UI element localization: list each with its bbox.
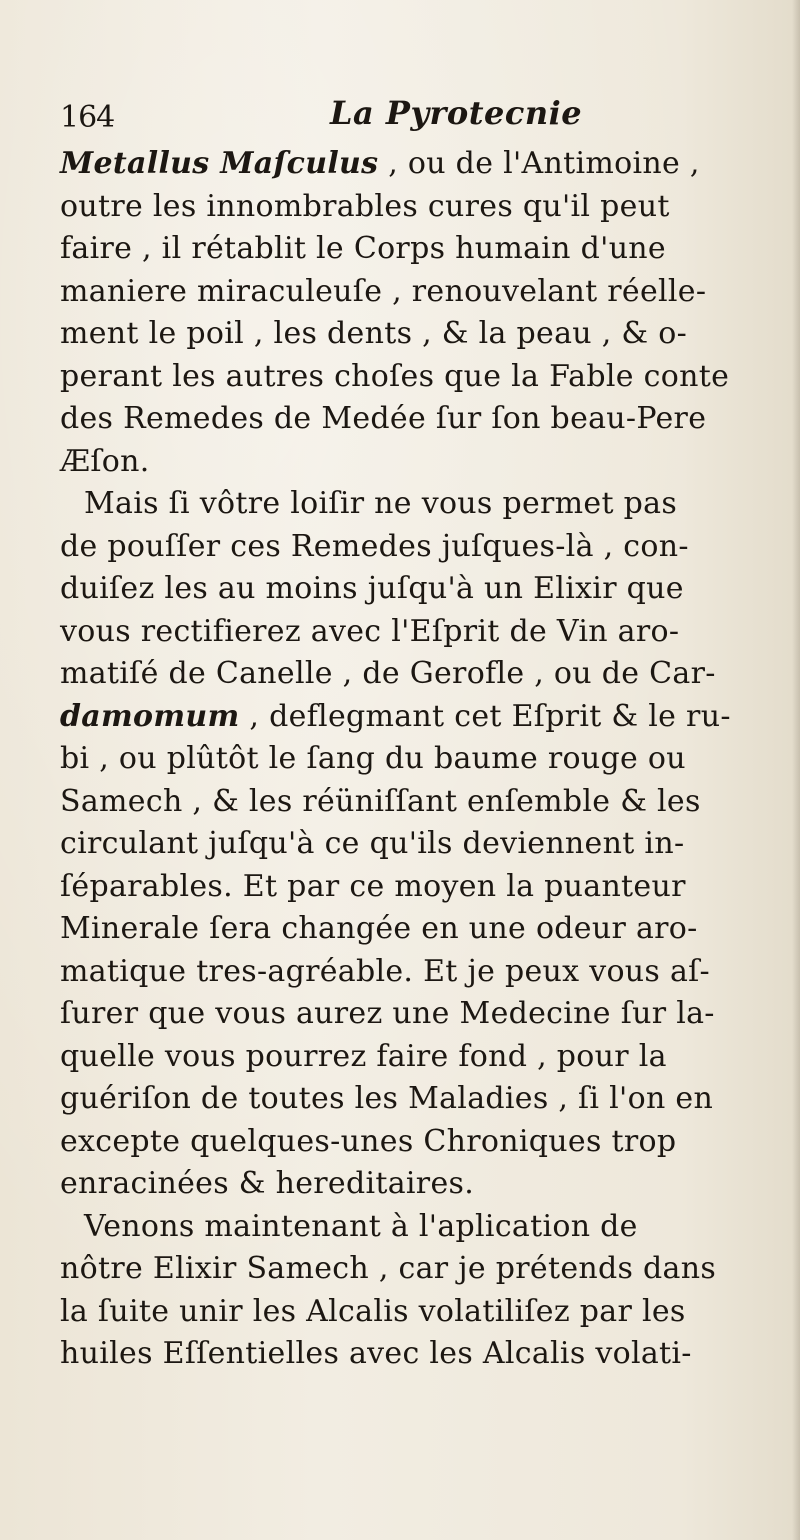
page-number: 164 — [60, 100, 115, 135]
line-text: bi , ou plûtôt le ſang du baume rouge ou — [60, 741, 686, 776]
text-line — [60, 823, 785, 866]
line-text: huiles Eſſentielles avec les Alcalis volati- — [60, 1336, 692, 1371]
text-line — [60, 568, 785, 611]
text-line — [60, 271, 785, 314]
text-line — [60, 483, 785, 526]
line-text: Minerale ſera changée en une odeur aro- — [60, 911, 698, 946]
page-edge-shadow — [792, 0, 800, 1540]
line-text: Æſon. — [60, 443, 150, 479]
line-text: des Remedes de Medée ſur ſon beau-Pere — [60, 401, 707, 436]
line-text: excepte quelques-unes Chroniques trop — [60, 1123, 677, 1159]
line-text: la ſuite unir les Alcalis volatiliſez par les — [60, 1293, 686, 1329]
text-line — [60, 526, 785, 569]
line-text: outre les innombrables cures qu'il peut — [60, 188, 670, 224]
italic-term: damomum — [60, 698, 240, 734]
running-title: La Pyrotecnie — [330, 94, 583, 132]
text-line — [60, 951, 785, 994]
text-line — [60, 1121, 785, 1164]
text-line — [60, 908, 785, 951]
text-line — [60, 781, 785, 824]
text-line — [60, 993, 785, 1036]
line-text: matiſé de Canelle , de Gerofle , ou de Car- — [60, 656, 716, 691]
text-line — [60, 1078, 785, 1121]
line-text: enracinées & hereditaires. — [60, 1166, 475, 1201]
line-text: guériſon de toutes les Maladies , ſi l'on en — [60, 1081, 714, 1116]
line-text: ſéparables. Et par ce moyen la puanteur — [60, 868, 686, 904]
line-text: duiſez les au moins juſqu'à un Elixir que — [60, 571, 684, 606]
text-line — [60, 1206, 785, 1249]
text-line — [60, 143, 785, 186]
text-line — [60, 1036, 785, 1079]
line-text: ment le poil , les dents , & la peau , & o- — [60, 316, 688, 351]
text-line — [60, 866, 785, 909]
text-line — [60, 356, 785, 399]
text-line — [60, 1291, 785, 1334]
line-text: Venons maintenant à l'aplication de — [84, 1208, 638, 1244]
line-text: , ou de l'Antimoine , — [378, 146, 700, 181]
line-text: matique tres-agréable. Et je peux vous aſ- — [60, 953, 710, 989]
text-line — [60, 313, 785, 356]
text-line — [60, 653, 785, 696]
text-line — [60, 186, 785, 229]
line-text: Mais ſi vôtre loiſir ne vous permet pas — [84, 486, 678, 521]
line-text: Samech , & les réüniſſant enſemble & les — [60, 783, 701, 819]
text-line — [60, 228, 785, 271]
text-line — [60, 696, 785, 739]
text-line — [60, 441, 785, 484]
line-text: quelle vous pourrez faire fond , pour la — [60, 1038, 667, 1074]
line-text: vous rectifierez avec l'Eſprit de Vin aro- — [60, 613, 680, 649]
line-text: maniere miraculeuſe , renouvelant réelle- — [60, 273, 707, 309]
line-text: de pouſſer ces Remedes juſques-là , con- — [60, 528, 689, 564]
line-text: ſurer que vous aurez une Medecine ſur la- — [60, 996, 715, 1031]
line-text: faire , il rétablit le Corps humain d'une — [60, 231, 666, 266]
line-text: nôtre Elixir Samech , car je prétends dans — [60, 1251, 717, 1286]
line-text: circulant juſqu'à ce qu'ils deviennent in- — [60, 826, 685, 861]
text-line — [60, 738, 785, 781]
page-header — [60, 94, 760, 144]
text-line — [60, 398, 785, 441]
text-line — [60, 611, 785, 654]
text-line — [60, 1333, 785, 1376]
italic-term: Metallus Maſculus — [60, 146, 379, 181]
text-line — [60, 1248, 785, 1291]
line-text: perant les autres choſes que la Fable conte — [60, 358, 730, 394]
text-line — [60, 1163, 785, 1206]
body-text — [60, 143, 785, 1376]
line-text: , deflegmant cet Eſprit & le ru- — [239, 698, 731, 734]
